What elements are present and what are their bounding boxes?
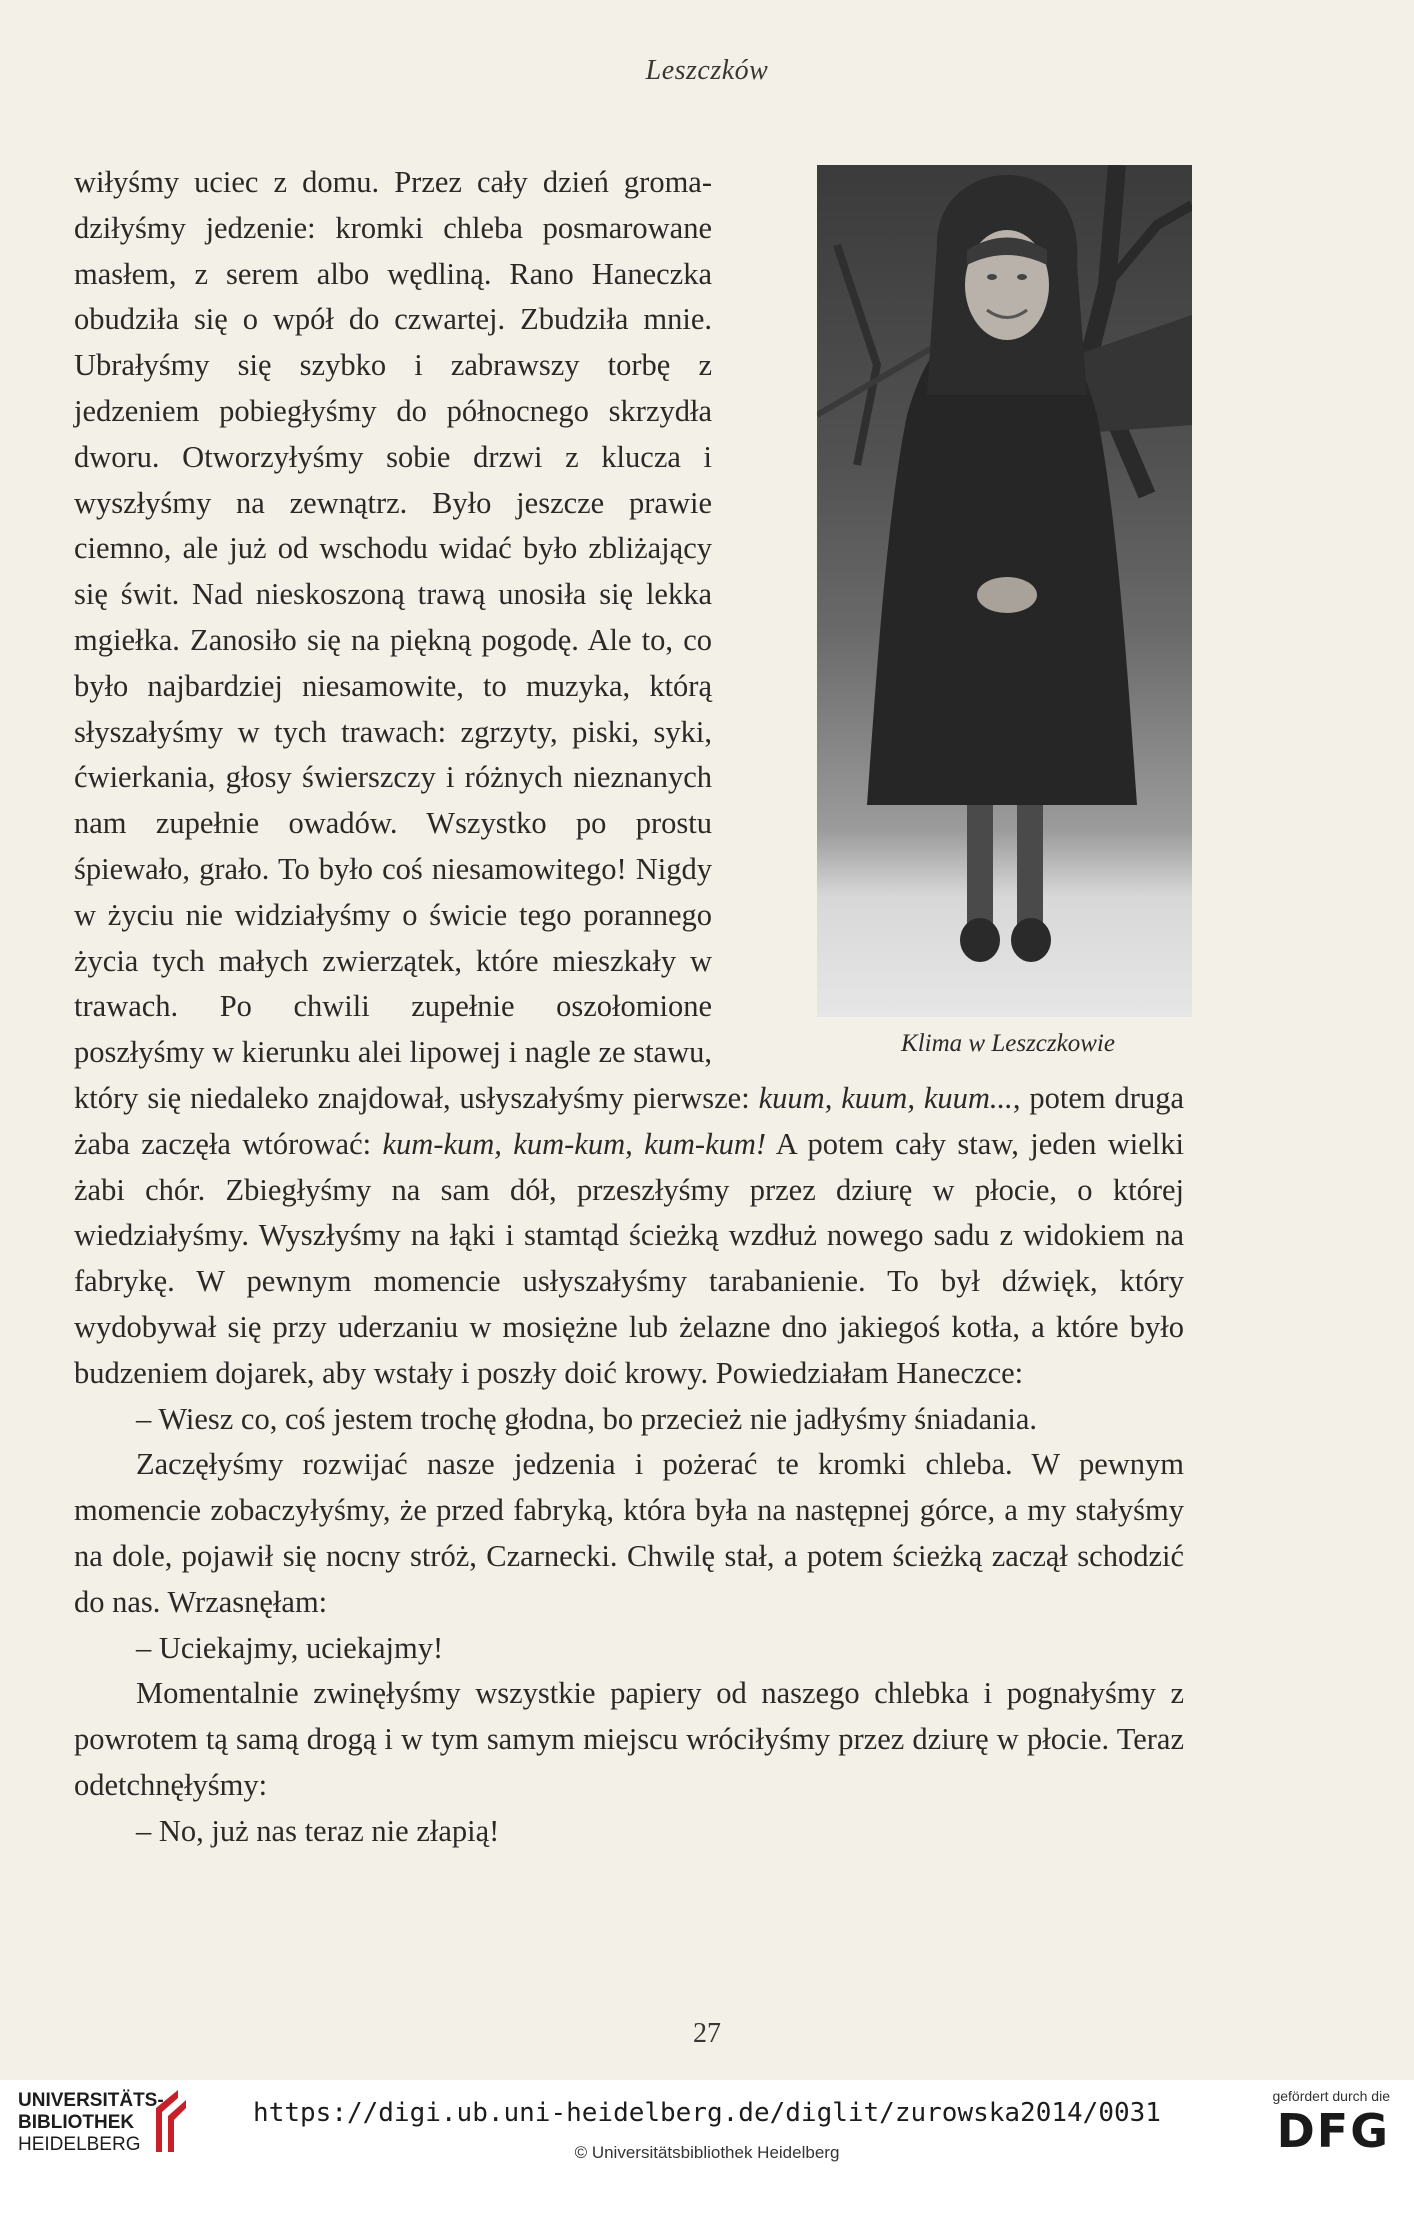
paragraph: Zaczęłyśmy rozwijać nasze jedzenia i pożerać te kromki chleba. W pewnym momencie zobaczyłyśmy, że przed fabryką, która była na następnej górce, a my stałyśmy na dole, pojawił się nocny stróż, Czarnecki. Chwilę stał, a potem ścieżką zaczął schodzić do nas. Wrzasnęłam: [74,1447,1184,1619]
library-name-line: UNIVERSITÄTS- [18,2090,164,2111]
text-run: wiłyśmy uciec z domu. Przez cały dzień groma-dziłyśmy jedzenie: kromki chleba posmarowane masłem, z serem albo wędliną. Rano Haneczka obudziła się o wpół do czwartej. Zbudziła mnie. Ubrałyśmy się szybko i zabrawszy torbę z jedzeniem pobiegłyśmy do północnego skrzydła dworu. Otworzyłyśmy sobie drzwi z klucza i wyszłyśmy na zewnątrz. Było jeszcze prawie ciemno, ale już od wschodu widać było zbliżający się świt. Nad nieskoszoną trawą unosiła się lekka mgiełka. Zanosiło się na piękną pogodę. Ale to, co było najbardziej niesamowite, to muzyka, którą słyszałyśmy w tych trawach: zgrzyty, piski, syki, ćwierkania, głosy świerszczy i różnych nieznanych nam zupełnie owadów. Wszystko po prostu śpiewało, grało. To było coś niesamowitego! Nigdy w życiu nie widziałyśmy o świcie tego porannego życia tych małych zwierzątek, które mieszkały w trawach. Po chwili zupełnie oszołomione poszłyśmy w kierunku alei lipowej i nagle ze stawu, który się niedaleko znajdował, usłyszałyśmy pierwsze: [74,165,759,1115]
photo-caption: Klima w Leszczkowie [901,1030,1115,1057]
body-text [74,160,1184,1854]
text-run: , potem druga żaba zaczęła wtórować: [74,1080,1184,1161]
text-run: A potem cały staw, jeden wielki żabi chór. Zbiegłyśmy na sam dół, przeszłyśmy przez dziurę w płocie, o której wiedziałyśmy. Wyszłyśmy na łąki i stamtąd ścieżką wzdłuż nowego sadu z widokiem na fabrykę. W pewnym momencie usłyszałyśmy tarabanienie. To był dźwięk, który wydobywał się przy uderzaniu w mosiężne lub żelazne dno jakiegoś kotła, a które było budzeniem dojarek, aby wstały i poszły doić krowy. Powiedziałam Haneczce: [74,1126,1184,1390]
library-name-line: BIBLIOTHEK [18,2112,135,2133]
italic-run: kum-kum, kum-kum, kum-kum! [382,1126,767,1161]
page-number: 27 [693,2018,721,2049]
photo-space [732,160,1184,1060]
copyright: © Universitätsbibliothek Heidelberg [574,2143,840,2162]
paragraph: – Uciekajmy, uciekajmy! [136,1630,444,1665]
funding-note: gefördert durch die [1272,2088,1390,2104]
permalink[interactable]: https://digi.ub.uni-heidelberg.de/diglit/zurowska2014/0031 [253,2098,1161,2128]
paragraph: Momentalnie zwinęłyśmy wszystkie papiery od naszego chlebka i pognałyśmy z powrotem tą samą drogą i w tym samym miejscu wróciłyśmy przez dziurę w płocie. Teraz odetchnęłyśmy: [74,1676,1184,1802]
paragraph: – No, już nas teraz nie złapią! [136,1813,500,1848]
library-name-line: HEIDELBERG [18,2134,141,2155]
italic-run: kuum, kuum, kuum... [758,1080,1013,1115]
running-head: Leszczków [645,55,769,86]
dfg-logo[interactable]: DFG [1276,2104,1390,2158]
paragraph: – Wiesz co, coś jestem trochę głodna, bo przecież nie jadłyśmy śniadania. [136,1401,1038,1436]
